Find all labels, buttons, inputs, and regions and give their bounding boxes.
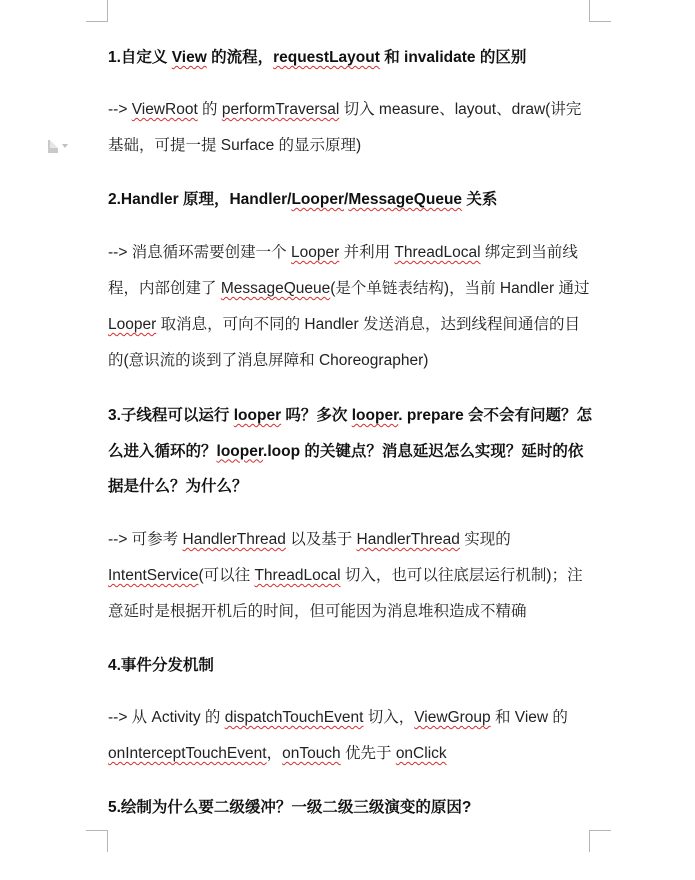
crop-mark-top-left	[107, 0, 108, 22]
section-body-3: --> 可参考 HandlerThread 以及基于 HandlerThread 实现的 IntentService(可以往 ThreadLocal 切入，也可以往底层运行机制)；注意延时是根据开机后的时间，但可能因为消息堆积造成不精确	[108, 531, 583, 620]
section-heading-3: 3.子线程可以运行 looper 吗？多次 looper. prepare 会不会有问题？怎么进入循环的？looper.loop 的关键点？消息延迟怎么实现？延时的依据是什么？为什么？	[108, 407, 593, 495]
section-body-4: --> 从 Activity 的 dispatchTouchEvent 切入，ViewGroup 和 View 的 onInterceptTouchEvent，onTouch 优先于 onClick	[108, 709, 568, 762]
section-heading-5: 5.绘制为什么要二级缓冲？一级二级三级演变的原因?	[108, 799, 472, 816]
crop-mark-bottom-left	[86, 830, 108, 831]
section-body-2: --> 消息循环需要创建一个 Looper 并利用 ThreadLocal 绑定到当前线程，内部创建了 MessageQueue(是个单链表结构)，当前 Handler 通过 Looper 取消息，可向不同的 Handler 发送消息，达到线程间通信的目的(意识流的谈到了消息屏障和 Choreographer)	[108, 244, 590, 369]
section-heading-2: 2.Handler 原理，Handler/Looper/MessageQueue 关系	[108, 191, 498, 208]
section-heading-4: 4.事件分发机制	[108, 657, 214, 674]
crop-mark-top-right	[589, 0, 590, 22]
paragraph-options-button[interactable]	[48, 138, 76, 154]
chevron-down-icon	[62, 144, 68, 148]
crop-mark-top-right	[589, 21, 611, 22]
section-body-1: --> ViewRoot 的 performTraversal 切入 measure、layout、draw(讲完基础，可提一提 Surface 的显示原理)	[108, 101, 582, 154]
crop-mark-bottom-left	[107, 830, 108, 852]
document-icon	[48, 140, 58, 153]
crop-mark-top-left	[86, 21, 108, 22]
section-heading-1: 1.自定义 View 的流程，requestLayout 和 invalidate 的区别	[108, 49, 527, 66]
crop-mark-bottom-right	[589, 830, 611, 831]
crop-mark-bottom-right	[589, 830, 590, 852]
